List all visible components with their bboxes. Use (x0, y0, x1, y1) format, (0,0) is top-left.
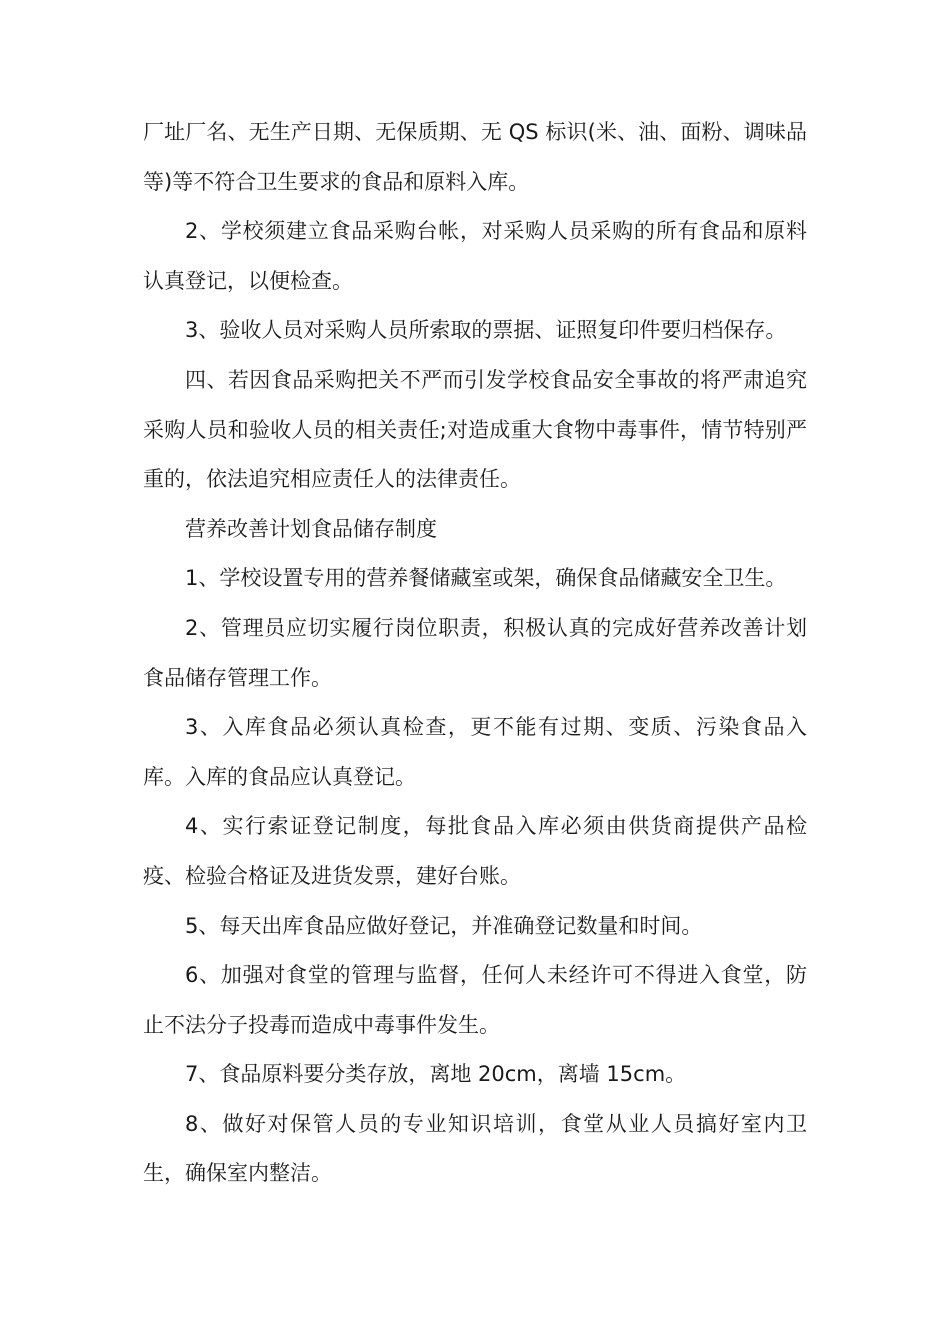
paragraph-1: 厂址厂名、无生产日期、无保质期、无 QS 标识(米、油、面粉、调味品等)等不符合卫生要求的食品和原料入库。 (143, 120, 807, 194)
paragraph-11: 6、加强对食堂的管理与监督，任何人未经许可不得进入食堂，防止不法分子投毒而造成中毒事件发生。 (143, 963, 807, 1037)
paragraph-10: 5、每天出库食品应做好登记，并准确登记数量和时间。 (185, 913, 703, 938)
paragraph-12: 7、食品原料要分类存放，离地 20cm，离墙 15cm。 (185, 1062, 687, 1087)
paragraph-2: 2、学校须建立食品采购台帐，对采购人员采购的所有食品和原料认真登记，以便检查。 (143, 219, 807, 293)
paragraph-9: 4、实行索证登记制度，每批食品入库必须由供货商提供产品检疫、检验合格证及进货发票，建好台账。 (143, 814, 807, 888)
paragraph-4: 四、若因食品采购把关不严而引发学校食品安全事故的将严肃追究采购人员和验收人员的相关责任;对造成重大食物中毒事件，情节特别严重的，依法追究相应责任人的法律责任。 (143, 367, 807, 492)
paragraph-8: 3、入库食品必须认真检查，更不能有过期、变质、污染食品入库。入库的食品应认真登记。 (143, 715, 807, 789)
section-heading: 营养改善计划食品储存制度 (185, 516, 437, 541)
paragraph-13: 8、做好对保管人员的专业知识培训，食堂从业人员搞好室内卫生，确保室内整洁。 (143, 1111, 807, 1186)
paragraph-6: 1、学校设置专用的营养餐储藏室或架，确保食品储藏安全卫生。 (185, 566, 787, 591)
paragraph-7: 2、管理员应切实履行岗位职责，积极认真的完成好营养改善计划食品储存管理工作。 (143, 615, 807, 690)
document-body (143, 108, 807, 1199)
paragraph-3: 3、验收人员对采购人员所索取的票据、证照复印件要归档保存。 (185, 318, 787, 343)
